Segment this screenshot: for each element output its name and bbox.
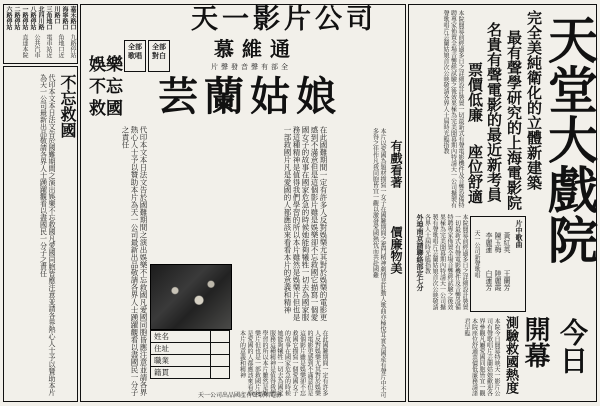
tag-not-forget: 不忘: [89, 77, 123, 97]
film-footer: 天一公司出品國產有聲歌唱電影: [197, 392, 282, 399]
corner-col-4: 三角地口: [45, 6, 52, 30]
film-bottom-body-2: 在此國難期間一定有許多人反對娛樂尤其對於娛樂的電影更感到不滿意但是這個影片雖是娛樂卻不忘救國它描寫一個愛國女子的故事在國家危急的時候她能夠犧牲一切去為國家服務這種精神是值得我們學習的所以本片雖然是娛樂片但也是一部救國片凡是愛國的人都應該來看看本片的意義和精神: [238, 330, 328, 396]
film-company: 天一影片公司: [191, 4, 377, 35]
foreign-note: 外埠南京請聯絡部定七分: [416, 214, 425, 291]
song-list-footer: 天一公司新聲歌唱: [473, 230, 480, 278]
form-label-address: 住址: [151, 343, 211, 355]
corner-col-11: 角地口近: [57, 34, 64, 58]
form-field-address[interactable]: [210, 343, 229, 355]
form-field-occupation[interactable]: [210, 355, 229, 367]
entry-form: [150, 330, 230, 379]
left-promo-body: 代印本文本日法文告於國難期間之演出娛樂不忘救國凡愛國同胞皆應注意並請各界熱心人士予以贊助本片為天一公司最新出品敬請各界人士踴躍觀看以盡國民一分子之責任: [39, 74, 56, 396]
tag-entertain: 娛樂: [89, 55, 123, 75]
corner-col-7: 一路停站: [21, 6, 28, 30]
theatre-details: 本院開幕前經過多日之詳細設計裝置一切最新式有聲電影機件及音響設備特聘專家佈置全場音響經試驗之後效果極為完美開幕期內特請天一公司攝製有聲歌唱片芸蘭姑娘首次公映敬請各界人士屆時光臨指教: [442, 10, 464, 208]
slogan-architecture: 完全美純衛化的立體新建築: [525, 10, 543, 190]
left-promo-title: 不忘救國: [58, 74, 77, 138]
song-3: 李麗蓮: [485, 232, 493, 253]
song-4: 王蘭芳: [503, 270, 511, 291]
badge-song-label: 全部歌唱: [128, 42, 142, 60]
form-field-name[interactable]: [210, 331, 229, 343]
corner-col-3: 川路口: [53, 6, 60, 24]
column-price: 價廉物美: [389, 226, 403, 274]
today-label: 今日: [556, 318, 589, 374]
corner-col-9: 六路停站: [5, 6, 12, 30]
corner-col-5: 北四川路: [37, 6, 44, 30]
film-still-photo: [150, 264, 232, 330]
film-bottom-body: 代印本文本日法文告於國難期間之演出娛樂不忘救國凡愛國同胞皆應注意並請各界熱心人士予以贊助本片為天一公司最新出品敬請各界人士踴躍觀看以盡國民一分子之責任: [121, 126, 148, 396]
song-6: 白蓮芳: [485, 270, 493, 291]
form-label-name: 姓名: [151, 331, 211, 343]
song-1: 黃紅英: [503, 232, 511, 253]
song-list-header: 片中歌曲: [515, 220, 524, 248]
slogan-acoustics: 最有聲學研究的上海電影院: [505, 30, 523, 210]
opening-label: 開幕: [520, 316, 550, 368]
corner-col-12: 電車站近: [45, 34, 52, 58]
slogan-seats: 座位舒適: [466, 144, 484, 204]
form-label-origin: 籍貫: [151, 367, 211, 379]
corner-col-1: 嘉禾路口: [69, 6, 76, 30]
slogan-price: 票價低廉: [466, 62, 484, 122]
film-title: 芸蘭姑娘: [158, 73, 342, 120]
form-field-origin[interactable]: [210, 367, 229, 379]
corner-col-14: 直達本院: [21, 34, 28, 58]
corner-col-8: 二路停站: [13, 6, 20, 30]
column-look: 有戲看著: [389, 140, 403, 188]
corner-col-13: 公共汽車: [33, 34, 40, 58]
form-label-occupation: 職業: [151, 355, 211, 367]
song-5: 陸麗霞: [494, 270, 502, 291]
opening-promo-title: 測驗救國熱度: [503, 316, 518, 394]
corner-col-2: 海寧路口: [61, 6, 68, 30]
corner-col-10: 九路停站: [69, 34, 76, 58]
film-main-body: 在此國難期間一定有許多人反對娛樂尤其對於娛樂的電影更感到不滿意但是這個影片雖是娛樂卻不忘救國它描寫一個愛國女子的故事在國家危急的時候她能夠犧牲一切去為國家服務這種精神是值得我們學習的所以本片雖然是娛樂片但也是一部救國片凡是愛國的人都應該來看看本片的意義和精神: [283, 126, 328, 321]
theatre-name: 天堂大戲院: [540, 14, 599, 264]
opening-promo-body: 本院今日開幕特映天一影片公司有聲歌唱片芸蘭姑娘歡迎各界參觀凡屬愛國同胞皆宜一觀本院座位舒適票價低廉務請諸君早臨: [463, 318, 500, 396]
song-2: 陳玉梅: [494, 232, 502, 253]
slogan-films: 名貴有聲電影的最近新考員: [485, 22, 503, 202]
badge-talkie-label: 全部對白: [152, 42, 166, 60]
tag-save-nation: 救國: [89, 99, 123, 119]
film-type-note: 片聲發音聲有部全: [211, 63, 291, 71]
corner-col-6: 八路停站: [29, 6, 36, 30]
film-side-body: 本片以愛國為題材描寫一女子在國難期間之奮鬥精神劇情悲壯動人歌曲亦極悅耳實為國產有聲片中不可多得之佳作凡我同胞皆宜一觀以激發愛國熱忱而共赴國難: [371, 128, 386, 398]
theatre-details-2: 本院開幕前經過多日之詳細設計裝置一切最新式有聲電影機件及音響設備特聘專家佈置全場音響經試驗之後效果極為完美開幕期內特請天一公司攝製有聲歌唱片芸蘭姑娘首次公映敬請各界人士屆時光臨指教: [423, 214, 468, 310]
film-subtitle: 慕維通: [214, 37, 298, 61]
